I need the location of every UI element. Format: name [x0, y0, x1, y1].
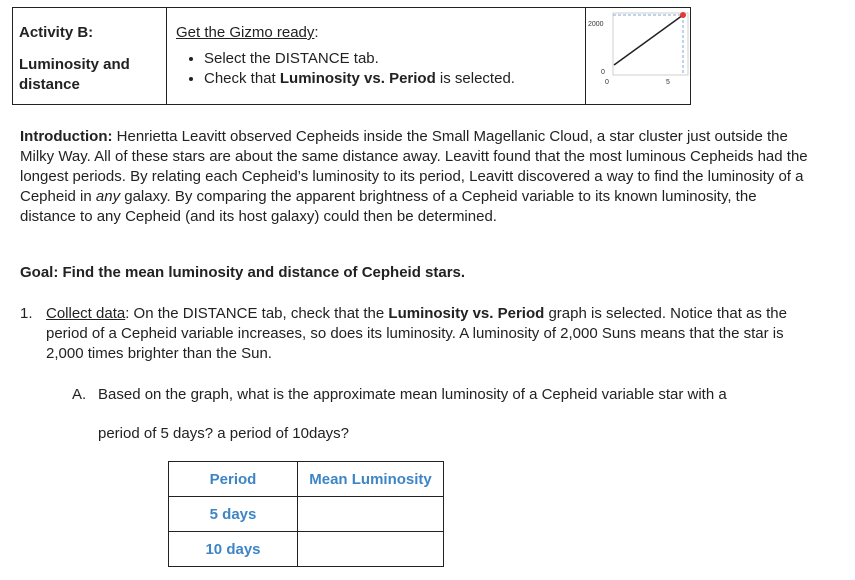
gizmo-instructions-cell [167, 8, 586, 105]
goal-heading: Goal: Find the mean luminosity and distance of Cepheid stars. [20, 264, 466, 281]
gizmo-bullet-list [176, 49, 585, 89]
step-label-collect-data: Collect data [46, 305, 126, 322]
introduction-paragraph [20, 127, 810, 227]
graph-y-zero-label: 0 [601, 69, 605, 76]
header-mean-luminosity: Mean Luminosity [298, 462, 444, 497]
graph-x-mid-label: 5 [666, 79, 670, 86]
question-text-line1: Based on the graph, what is the approximate mean luminosity of a Cepheid variable star with a [98, 386, 727, 403]
graph-y-top-label: 2000 [588, 21, 604, 28]
bullet-bold-graph-name: Luminosity vs. Period [279, 70, 436, 87]
graph-selected-point [680, 12, 686, 18]
intro-text-1: Henrietta Leavitt observed Cepheids inside the Small Magellanic Cloud, a star cluster just outside the Milky Way. All of these stars are about the same distance away. Leavitt found that the most luminous Cepheids had the longest periods. By relating each Cepheid’s luminosity to its period, Leavitt discovered a way to find the luminosity of a Cepheid in [20, 128, 808, 205]
step-number: 1. [20, 305, 33, 322]
intro-label: Introduction: [20, 128, 113, 145]
header-period: Period [169, 462, 298, 497]
table-header-row [169, 462, 444, 497]
luminosity-answer-cell[interactable] [298, 532, 444, 567]
table-row [169, 497, 444, 532]
question-letter: A. [72, 386, 87, 403]
activity-title-line1: Luminosity and [19, 56, 130, 73]
activity-title-line2: distance [19, 76, 80, 93]
gizmo-ready-title: Get the Gizmo ready [176, 24, 315, 41]
luminosity-answer-cell[interactable] [298, 497, 444, 532]
bullet-select-distance: • Select the DISTANCE tab. [204, 49, 585, 69]
mini-graph-svg [586, 8, 691, 105]
bullet-check-graph: • Check that Luminosity vs. Period is selected. [204, 69, 585, 89]
graph-x-zero-label: 0 [605, 79, 609, 86]
question-text-line2: period of 5 days? a period of 10days? [98, 425, 350, 442]
activity-cell [13, 8, 167, 105]
step-1-collect-data: 1. Collect data: On the DISTANCE tab, check that the Luminosity vs. Period graph is selected. Notice that as the period of a Cepheid variable increases, so does its luminosity. A luminosity of 2,000 Suns means that the star is 2,000 times brighter than the Sun. [20, 305, 787, 362]
table-row [169, 532, 444, 567]
period-cell: 10 days [169, 532, 298, 567]
gizmo-title-colon: : [314, 24, 319, 41]
luminosity-data-table [168, 461, 444, 567]
step-bold-graph-name: Luminosity vs. Period [388, 305, 545, 322]
intro-text-italic: any [95, 188, 121, 205]
period-cell: 5 days [169, 497, 298, 532]
graph-plot-area [613, 13, 688, 75]
activity-header-table [12, 7, 691, 105]
graph-trend-line [614, 15, 683, 65]
activity-label: Activity B: [19, 24, 94, 41]
luminosity-graph-thumbnail [586, 8, 691, 105]
intro-text-2: galaxy. By comparing the apparent brightness of a Cepheid variable to its known luminosity, the distance to any Cepheid (and its host galaxy) could then be determined. [20, 188, 757, 225]
